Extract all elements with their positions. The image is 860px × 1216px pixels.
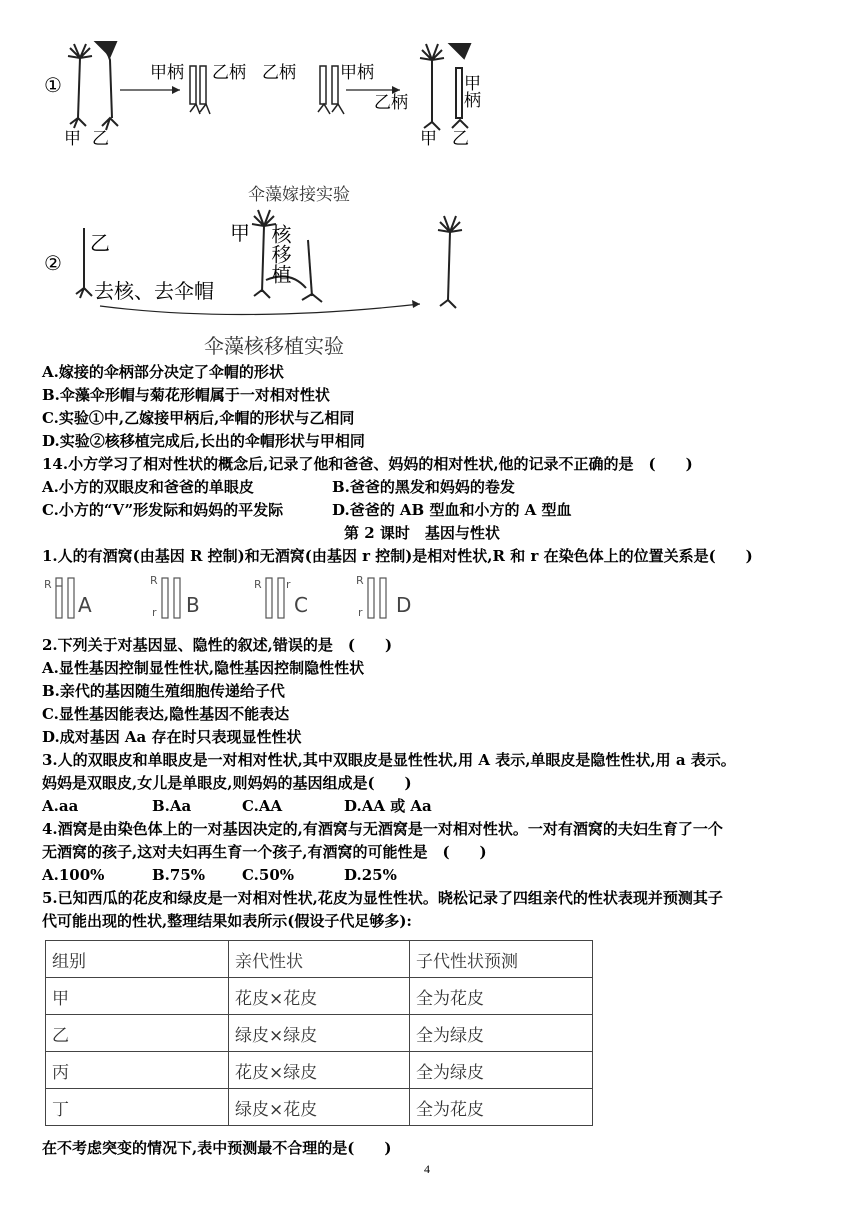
choice-d-allele-r: R <box>356 574 364 587</box>
table-header-cell: 亲代性状 <box>229 941 410 978</box>
choice-d-icon <box>368 578 386 618</box>
table-header-cell: 组别 <box>46 941 229 978</box>
table-cell: 全为花皮 <box>410 978 593 1015</box>
table-cell: 绿皮×花皮 <box>229 1089 410 1126</box>
plant-jia-icon <box>68 44 92 128</box>
choice-c-label: C <box>294 593 308 617</box>
p2-stem: 2.下列关于对基因显、隐性的叙述,错误的是 ( ) <box>42 636 393 654</box>
q14-option-b: B.爸爸的黑发和妈妈的卷发 <box>332 478 515 496</box>
figure2-action-remove: 去核、去伞帽 <box>94 279 214 303</box>
figure1-label-jia-stalk-2: 甲柄 <box>340 63 374 83</box>
p4-option-b: B.75% <box>152 866 206 884</box>
table-header-cell: 子代性状预测 <box>410 941 593 978</box>
p4-option-a: A.100% <box>42 866 105 884</box>
figure1-number: ① <box>44 73 62 97</box>
p2-option-c: C.显性基因能表达,隐性基因不能表达 <box>42 705 290 723</box>
p3-option-c: C.AA <box>242 797 283 815</box>
choice-a-icon <box>56 578 74 618</box>
table-cell: 绿皮×绿皮 <box>229 1015 410 1052</box>
table-cell: 甲 <box>46 978 229 1015</box>
q14-option-c: C.小方的“V”形发际和妈妈的平发际 <box>42 501 284 519</box>
figure1-label-jia-stalk-3: 甲柄 <box>460 74 480 108</box>
figure1-result-jia: 甲 <box>420 129 437 149</box>
choice-c-icon <box>266 578 284 618</box>
figure1-label-jia-stalk: 甲柄 <box>150 63 184 83</box>
table-cell: 丁 <box>46 1089 229 1126</box>
figure1-label-yi-stalk-3: 乙柄 <box>374 93 408 113</box>
table-header-row <box>46 941 593 978</box>
grafting-figure <box>40 38 510 150</box>
p4-option-d: D.25% <box>344 866 397 884</box>
nucleus-transplant-figure <box>40 200 500 330</box>
table-row <box>46 1089 593 1126</box>
table-cell: 全为花皮 <box>410 1089 593 1126</box>
choice-c-allele-lower: r <box>286 578 291 591</box>
table-cell: 丙 <box>46 1052 229 1089</box>
p2-option-b: B.亲代的基因随生殖细胞传递给子代 <box>42 682 285 700</box>
choice-b-allele-lower: r <box>152 606 157 619</box>
figure2-label-jia: 甲 <box>230 221 250 245</box>
q14-option-d: D.爸爸的 AB 型血和小方的 A 型血 <box>332 501 572 519</box>
section-title: 第 2 课时 基因与性状 <box>344 524 500 542</box>
table-cell: 花皮×绿皮 <box>229 1052 410 1089</box>
choice-b-allele-r: R <box>150 574 158 587</box>
figure2-action-transplant: 核移植 <box>268 224 292 284</box>
figure1-label-yi-stalk: 乙柄 <box>212 63 246 83</box>
p3-option-b: B.Aa <box>152 797 192 815</box>
q13-option-d: D.实验②核移植完成后,长出的伞帽形状与甲相同 <box>42 432 365 450</box>
watermelon-table <box>45 940 593 1126</box>
table-row <box>46 1015 593 1052</box>
p2-option-a: A.显性基因控制显性性状,隐性基因控制隐性性状 <box>42 659 365 677</box>
figure1-label-yi: 乙 <box>92 129 109 149</box>
choice-d-allele-lower: r <box>358 606 363 619</box>
choice-a-allele: R <box>44 578 52 591</box>
plant-result-icon <box>438 216 462 308</box>
figure1-label-yi-stalk-2: 乙柄 <box>262 63 296 83</box>
choice-c-allele-r: R <box>254 578 262 591</box>
q14-stem: 14.小方学习了相对性状的概念后,记录了他和爸爸、妈妈的相对性状,他的记录不正确的是 ( ) <box>42 455 693 473</box>
p5-tail: 在不考虑突变的情况下,表中预测最不合理的是( ) <box>42 1139 392 1157</box>
figure1-label-jia: 甲 <box>64 129 81 149</box>
figure2-label-yi: 乙 <box>90 231 110 255</box>
q13-option-b: B.伞藻伞形帽与菊花形帽属于一对相对性状 <box>42 386 330 404</box>
table-cell: 全为绿皮 <box>410 1015 593 1052</box>
table-row <box>46 1052 593 1089</box>
p3-stem-2: 妈妈是双眼皮,女儿是单眼皮,则妈妈的基因组成是( ) <box>42 774 412 792</box>
p4-stem-1: 4.酒窝是由染色体上的一对基因决定的,有酒窝与无酒窝是一对相对性状。一对有酒窝的夫妇生育了一个 <box>42 820 723 838</box>
p2-option-d: D.成对基因 Aa 存在时只表现显性性状 <box>42 728 302 746</box>
figure1-result-yi: 乙 <box>452 129 469 149</box>
q13-option-a: A.嫁接的伞柄部分决定了伞帽的形状 <box>42 363 284 381</box>
table-cell: 花皮×花皮 <box>229 978 410 1015</box>
p3-option-a: A.aa <box>42 797 79 815</box>
chromosome-choices <box>42 572 442 624</box>
q14-option-a: A.小方的双眼皮和爸爸的单眼皮 <box>42 478 254 496</box>
p5-stem-2: 代可能出现的性状,整理结果如表所示(假设子代足够多): <box>42 912 412 930</box>
figure1-caption: 伞藻嫁接实验 <box>248 185 350 205</box>
table-row <box>46 978 593 1015</box>
choice-a-label: A <box>78 593 92 617</box>
p1-stem: 1.人的有酒窝(由基因 R 控制)和无酒窝(由基因 r 控制)是相对性状,R 和 r 在染色体上的位置关系是( ) <box>42 547 753 565</box>
figure2-number: ② <box>44 251 62 275</box>
plant-yi-icon <box>96 42 118 130</box>
p3-stem-1: 3.人的双眼皮和单眼皮是一对相对性状,其中双眼皮是显性性状,用 A 表示,单眼皮是隐性性状,用 a 表示。 <box>42 751 736 769</box>
p3-option-d: D.AA 或 Aa <box>344 797 432 815</box>
p4-stem-2: 无酒窝的孩子,这对夫妇再生育一个孩子,有酒窝的可能性是 ( ) <box>42 843 487 861</box>
table-cell: 全为绿皮 <box>410 1052 593 1089</box>
p5-stem-1: 5.已知西瓜的花皮和绿皮是一对相对性状,花皮为显性性状。晓松记录了四组亲代的性状表现并预测其子 <box>42 889 723 907</box>
choice-d-label: D <box>396 593 412 617</box>
choice-b-label: B <box>186 593 200 617</box>
q13-option-c: C.实验①中,乙嫁接甲柄后,伞帽的形状与乙相同 <box>42 409 355 427</box>
page-number: 4 <box>424 1162 430 1176</box>
choice-b-icon <box>162 578 180 618</box>
figure2-caption: 伞藻核移植实验 <box>204 334 344 358</box>
p4-option-c: C.50% <box>242 866 295 884</box>
table-cell: 乙 <box>46 1015 229 1052</box>
